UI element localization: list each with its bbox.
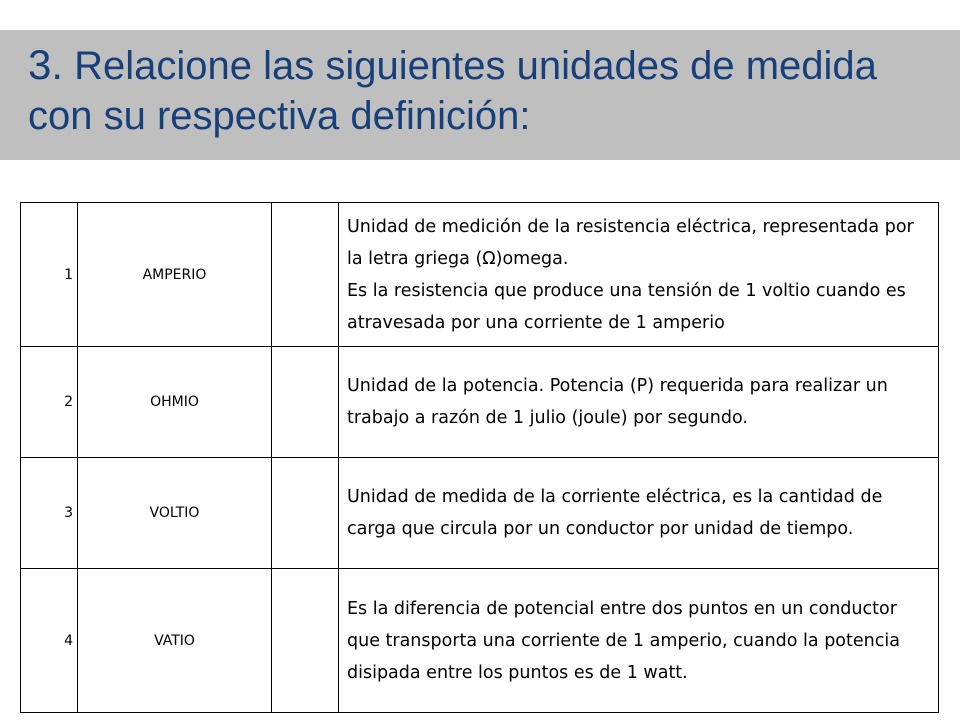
- matching-table: [20, 202, 939, 713]
- table-row: [21, 569, 939, 713]
- title-number: 3.: [28, 41, 64, 88]
- unit-name: OHMIO: [78, 347, 272, 458]
- definition-cell: [339, 347, 939, 458]
- definition-cell: [339, 203, 939, 347]
- row-number: 2: [21, 347, 78, 458]
- row-number: 4: [21, 569, 78, 713]
- definition-cell: [339, 458, 939, 569]
- answer-cell[interactable]: [272, 569, 339, 713]
- table-row: [21, 458, 939, 569]
- answer-cell[interactable]: [272, 347, 339, 458]
- unit-name: VATIO: [78, 569, 272, 713]
- definition-text: Unidad de medida de la corriente eléctrica, es la cantidad de carga que circula por un conductor por unidad de tiempo.: [347, 487, 883, 539]
- table-row: [21, 203, 939, 347]
- row-number: 3: [21, 458, 78, 569]
- definition-text: Unidad de la potencia. Potencia (P) requerida para realizar un trabajo a razón de 1 julio (joule) por segundo.: [347, 376, 888, 428]
- title-text: Relacione las siguientes unidades de medida con su respectiva definición:: [28, 44, 877, 138]
- definition-text: Es la diferencia de potencial entre dos puntos en un conductor que transporta una corriente de 1 amperio, cuando la potencia disipada entre los puntos es de 1 watt.: [347, 598, 900, 683]
- answer-cell[interactable]: [272, 203, 339, 347]
- unit-name: AMPERIO: [78, 203, 272, 347]
- unit-name: VOLTIO: [78, 458, 272, 569]
- definition-text: Es la resistencia que produce una tensión de 1 voltio cuando es atravesada por una corriente de 1 amperio: [347, 280, 906, 333]
- definition-cell: [339, 569, 939, 713]
- slide-title: [28, 40, 928, 141]
- row-number: 1: [21, 203, 78, 347]
- definition-text: Unidad de medición de la resistencia eléctrica, representada por la letra griega (Ω)omega.: [347, 216, 914, 269]
- table-row: [21, 347, 939, 458]
- answer-cell[interactable]: [272, 458, 339, 569]
